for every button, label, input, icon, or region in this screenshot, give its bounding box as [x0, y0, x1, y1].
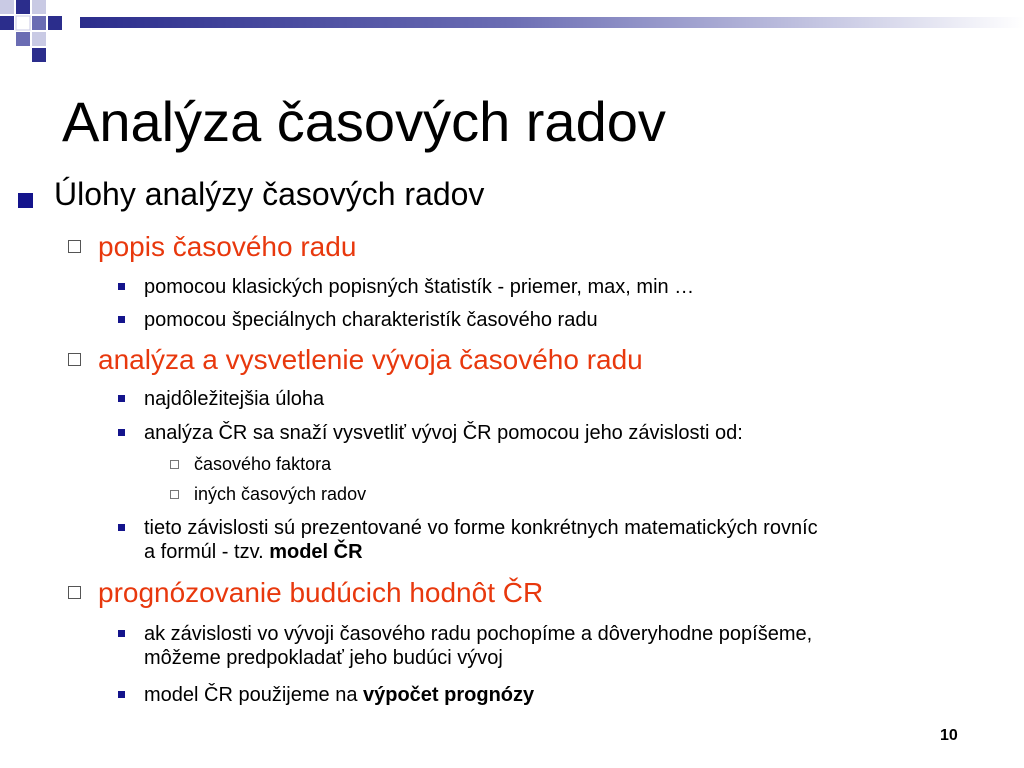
list-item-text: pomocou špeciálnych charakteristík časového radu: [144, 309, 598, 331]
slide-title: Analýza časových radov: [62, 90, 666, 153]
list-item-text-line1: ak závislosti vo vývoji časového radu pochopíme a dôveryhodne popíšeme,: [144, 623, 813, 645]
hollow-square-bullet-icon: [170, 460, 179, 469]
page-number: 10: [940, 727, 958, 744]
small-square-bullet-icon: [118, 429, 125, 436]
section-heading: popis časového radu: [98, 231, 357, 262]
small-square-bullet-icon: [118, 395, 125, 402]
bold-term: výpočet prognózy: [363, 684, 535, 706]
small-square-bullet-icon: [118, 524, 125, 531]
small-square-bullet-icon: [118, 691, 125, 698]
square-bullet-icon: [18, 193, 33, 208]
list-item-text: analýza ČR sa snaží vysvetliť vývoj ČR pomocou jeho závislosti od:: [144, 422, 743, 444]
bold-term: model ČR: [269, 541, 363, 563]
hollow-square-bullet-icon: [68, 586, 81, 599]
hollow-square-bullet-icon: [68, 240, 81, 253]
list-item-text-plain: model ČR použijeme na: [144, 684, 363, 706]
list-item-text: [144, 683, 534, 707]
hollow-square-bullet-icon: [170, 490, 179, 499]
list-item-text-line2: a formúl - tzv.: [144, 541, 270, 563]
list-item-text-line1: tieto závislosti sú prezentované vo forme konkrétnych matematických rovníc: [144, 517, 818, 539]
small-square-bullet-icon: [118, 316, 125, 323]
sub-list-item-text: časového faktora: [194, 454, 332, 474]
hollow-square-bullet-icon: [68, 353, 81, 366]
list-item-text: najdôležitejšia úloha: [144, 388, 325, 410]
small-square-bullet-icon: [118, 630, 125, 637]
list-item-text: [144, 622, 812, 670]
list-item-text: pomocou klasických popisných štatistík - priemer, max, min …: [144, 276, 695, 298]
list-item-text: [144, 516, 818, 564]
list-item-text-line2: môžeme predpokladať jeho budúci vývoj: [144, 647, 503, 669]
section-heading: prognózovanie budúcich hodnôt ČR: [98, 577, 544, 608]
sub-list-item-text: iných časových radov: [194, 484, 367, 504]
section-heading: analýza a vysvetlenie vývoja časového radu: [98, 344, 643, 375]
main-bullet-text: Úlohy analýzy časových radov: [54, 176, 485, 212]
small-square-bullet-icon: [118, 283, 125, 290]
